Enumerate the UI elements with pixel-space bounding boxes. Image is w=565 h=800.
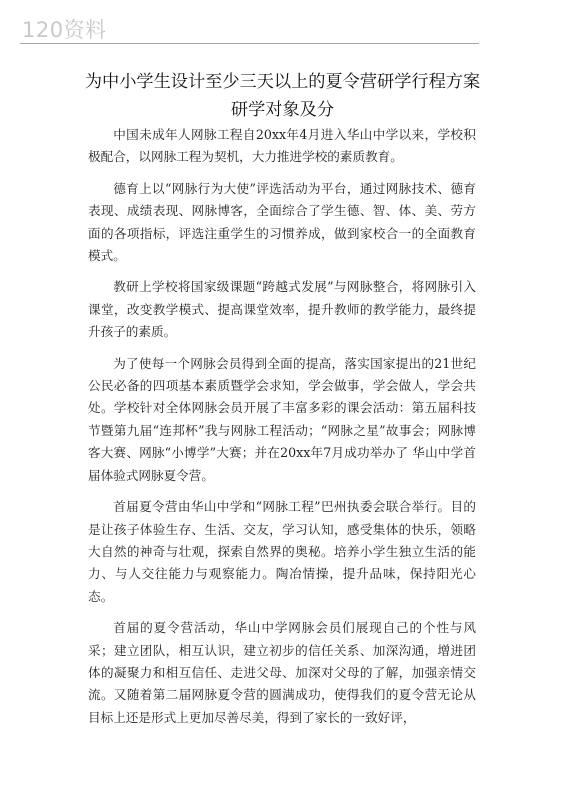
header-divider	[20, 43, 479, 44]
paragraph: 首届夏令营由华山中学和“网脉工程”巴州执委会联合举行。目的是让孩子体验生存、生活、交友，学习认知，感受集体的快乐，领略大自然的神奇与壮观，探索自然界的奥秘。培养小学生独立生活的能力、与人交往能力与观察能力。陶冶情操，提升品味，保持阳光心态。	[88, 499, 476, 604]
paragraph: 德育上以“网脉行为大使”评选活动为平台，通过网脉技术、德育表现、成绩表现、网脉博客，全面综合了学生德、智、体、美、劳方面的各项指标，评选注重学生的习惯养成，做到家校合一的全面教育模式。	[88, 180, 476, 264]
document-subtitle: 研学对象及分	[230, 100, 335, 120]
watermark-logo: 120资料	[22, 18, 107, 42]
document-body	[88, 124, 476, 738]
document-title: 为中小学生设计至少三天以上的夏令营研学行程方案	[84, 72, 481, 92]
paragraph: 为了使每一个网脉会员得到全面的提高，落实国家提出的21世纪公民必备的四项基本素质暨学会求知，学会做事，学会做人，学会共处。学校针对全体网脉会员开展了丰富多彩的课会活动：第五届科技节暨第九届“连邦杯”我与网脉工程活动；“网脉之星”故事会；网脉博客大赛、网脉“小博学”大赛；并在20xx年7月成功举办了 华山中学首届体验式网脉夏令营。	[88, 355, 476, 483]
paragraph: 教研上学校将国家级课题“跨越式发展”与网脉整合，将网脉引入课堂，改变教学模式、提高课堂效率，提升教师的教学能力，最终提升孩子的素质。	[88, 279, 476, 340]
paragraph: 中国未成年人网脉工程自20xx年4月进入华山中学以来，学校积极配合，以网脉工程为契机，大力推进学校的素质教育。	[88, 127, 476, 165]
paragraph: 首届的夏令营活动，华山中学网脉会员们展现自己的个性与风采；建立团队，相互认识，建立初步的信任关系、加深沟通，增进团体的凝聚力和相互信任、走进父母、加深对父母的了解，加强亲情交流。又随着第二届网脉夏令营的圆满成功，使得我们的夏令营无论从目标上还是形式上更加尽善尽美，得到了家长的一致好评，	[88, 620, 476, 725]
